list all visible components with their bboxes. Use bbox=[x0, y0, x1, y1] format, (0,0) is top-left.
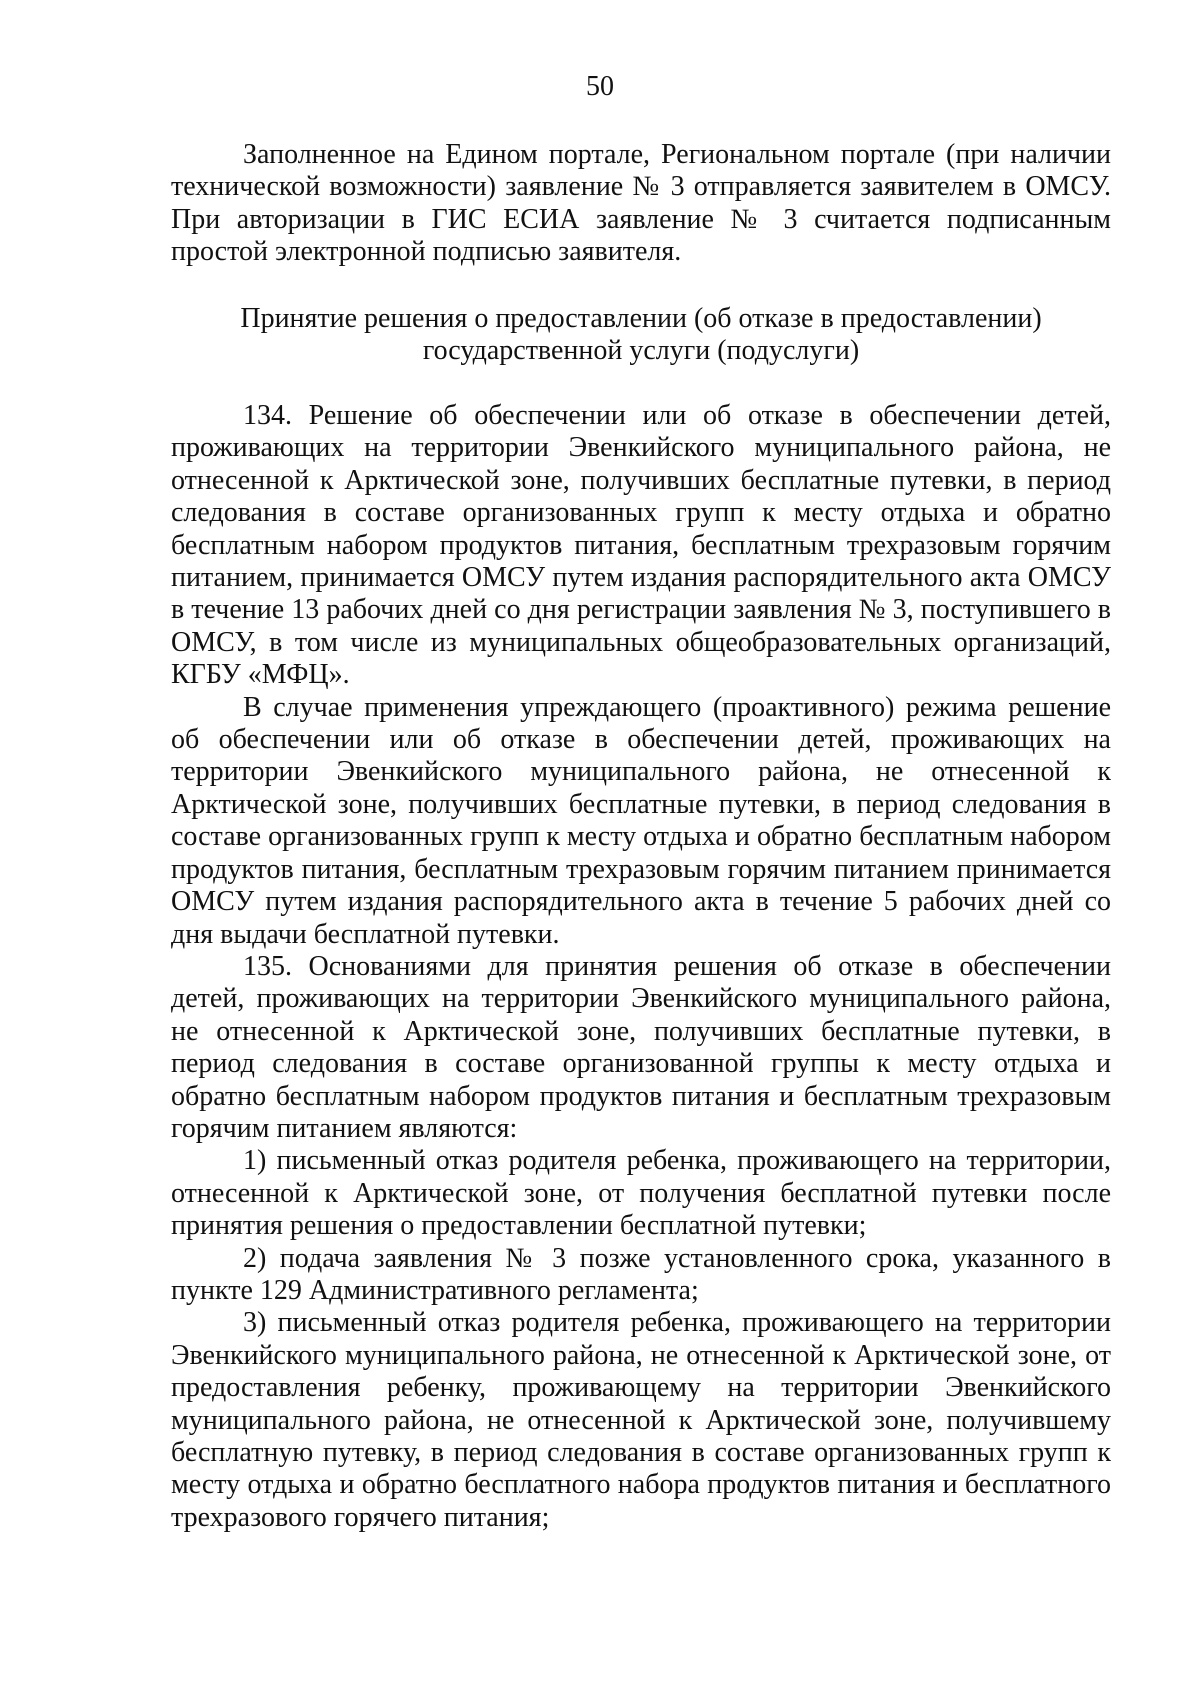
list-item-2: 2) подача заявления № 3 позже установленного срока, указанного в пункте 129 Административного регламента; bbox=[171, 1242, 1111, 1306]
list-item-1: 1) письменный отказ родителя ребенка, проживающего на территории, отнесенной к Арктической зоне, от получения бесплатной путевки после принятия решения о предоставлении бесплатной путевки; bbox=[171, 1145, 1111, 1242]
section-heading-line-2: государственной услуги (подуслуги) bbox=[422, 335, 860, 367]
section-heading-line-1: Принятие решения о предоставлении (об отказе в предоставлении) bbox=[240, 303, 1042, 334]
body-text bbox=[171, 400, 1111, 1534]
intro-block bbox=[171, 139, 1111, 269]
intro-paragraph: Заполненное на Едином портале, Региональном портале (при наличии технической возможности) заявление № 3 отправляется заявителем в ОМСУ. При авторизации в ГИС ЕСИА заявление № 3 считается подписанным простой электронной подписью заявителя. bbox=[171, 139, 1111, 268]
paragraph-135: 135. Основаниями для принятия решения об отказе в обеспечении детей, проживающих на территории Эвенкийского муниципального района, не отнесенной к Арктической зоне, получивших бесплатные путевки, в период следования в составе организованной группы к месту отдыха и обратно бесплатным набором продуктов питания и бесплатным трехразовым горячим питанием являются: bbox=[171, 950, 1111, 1144]
page-number: 50 bbox=[586, 71, 614, 102]
paragraph-134: 134. Решение об обеспечении или об отказе в обеспечении детей, проживающих на территории Эвенкийского муниципального района, не отнесенной к Арктической зоне, получивших бесплатные путевки, в период следования в составе организованных групп к месту отдыха и обратно бесплатным набором продуктов питания, бесплатным трехразовым горячим питанием, принимается ОМСУ путем издания распорядительного акта ОМСУ в течение 13 рабочих дней со дня регистрации заявления № 3, поступившего в ОМСУ, в том числе из муниципальных общеобразовательных организаций, КГБУ «МФЦ». bbox=[171, 400, 1111, 691]
list-item-3: 3) письменный отказ родителя ребенка, проживающего на территории Эвенкийского муниципального района, не отнесенной к Арктической зоне, от предоставления ребенку, проживающему на территории Эвенкийского муниципального района, не отнесенной к Арктической зоне, получившему бесплатную путевку, в период следования в составе организованных групп к месту отдыха и обратно бесплатного набора продуктов питания и бесплатного трехразового горячего питания; bbox=[171, 1307, 1111, 1533]
section-heading bbox=[171, 303, 1111, 368]
paragraph-proactive-mode: В случае применения упреждающего (проактивного) режима решение об обеспечении или об отказе в обеспечении детей, проживающих на территории Эвенкийского муниципального района, не отнесенной к Арктической зоне, получивших бесплатные путевки, в период следования в составе организованных групп к месту отдыха и обратно бесплатным набором продуктов питания, бесплатным трехразовым горячим питанием принимается ОМСУ путем издания распорядительного акта в течение 5 рабочих дней со дня выдачи бесплатной путевки. bbox=[171, 691, 1111, 950]
